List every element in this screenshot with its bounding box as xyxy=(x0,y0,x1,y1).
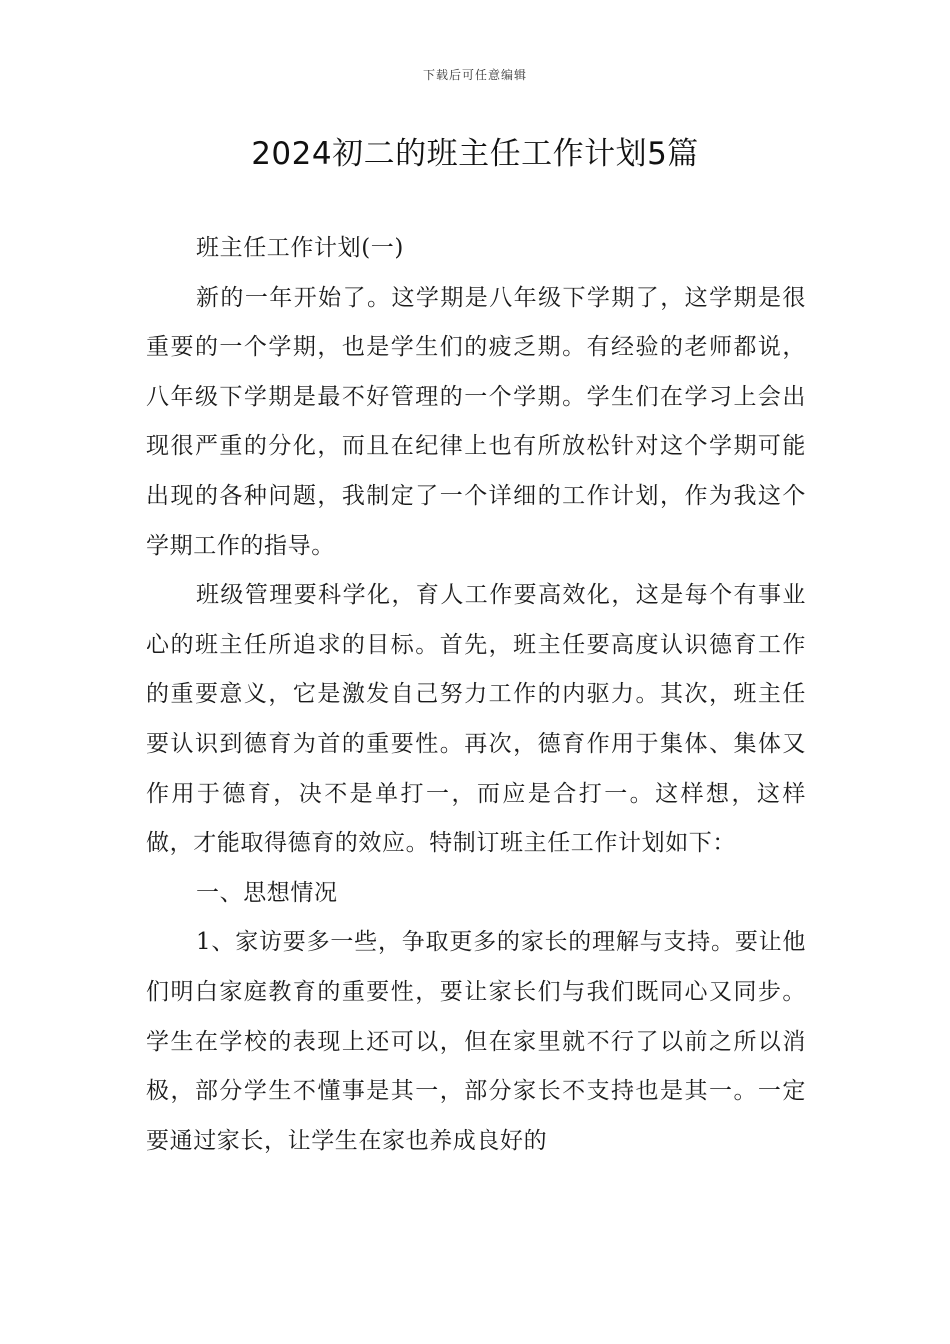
section-heading: 一、思想情况 xyxy=(196,879,338,906)
body-paragraph: 1、家访要多一些，争取更多的家长的理解与支持。要让他们明白家庭教育的重要性，要让家长们与我们既同心又同步。学生在学校的表现上还可以，但在家里就不行了以前之所以消极，部分学生不懂事是其一，部分家长不支持也是其一。一定要通过家长，让学生在家也养成良好的 xyxy=(146,929,806,1154)
header-note: 下载后可任意编辑 xyxy=(422,68,527,82)
body-paragraph: 新的一年开始了。这学期是八年级下学期了，这学期是很重要的一个学期，也是学生们的疲乏期。有经验的老师都说，八年级下学期是最不好管理的一个学期。学生们在学习上会出现很严重的分化，而且在纪律上也有所放松针对这个学期可能出现的各种问题，我制定了一个详细的工作计划，作为我这个学期工作的指导。 xyxy=(146,284,806,559)
document-body xyxy=(146,224,806,1166)
document-title: 2024初二的班主任工作计划5篇 xyxy=(251,136,699,172)
section-heading: 班主任工作计划(一) xyxy=(196,235,404,261)
body-paragraph: 班级管理要科学化，育人工作要高效化，这是每个有事业心的班主任所追求的目标。首先，班主任要高度认识德育工作的重要意义，它是激发自己努力工作的内驱力。其次，班主任要认识到德育为首的重要性。再次，德育作用于集体、集体又作用于德育，决不是单打一，而应是合打一。这样想，这样做，才能取得德育的效应。特制订班主任工作计划如下： xyxy=(146,582,806,857)
